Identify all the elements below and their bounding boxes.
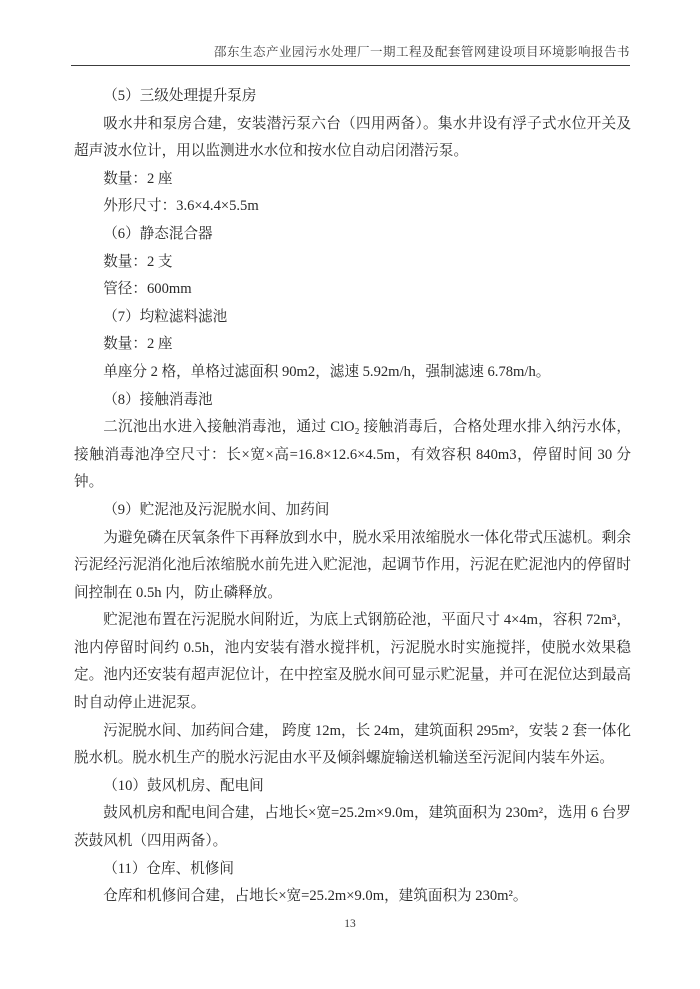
paragraph: 数量：2 座 (103, 336, 173, 353)
paragraph: 为避免磷在厌氧条件下再释放到水中，脱水采用浓缩脱水一体化带式压滤机。剩余污泥经污泥消化池后浓缩脱水前先进入贮泥池，起调节作用，污泥在贮泥池内的停留时间控制在 0.5h 内，防止磷释放。 (74, 529, 631, 601)
section-heading: （6）静态混合器 (103, 225, 213, 242)
page-header-title: 邵东生态产业园污水处理厂一期工程及配套管网建设项目环境影响报告书 (71, 42, 630, 66)
paragraph: 管径：600mm (103, 281, 192, 298)
paragraph: 二沉池出水进入接触消毒池，通过 ClO₂ 接触消毒后，合格处理水排入纳污水体，接触消毒池净空尺寸：长×宽×高=16.8×12.6×4.5m，有效容积 840m3，停留时间 30 分钟。 (74, 419, 631, 491)
paragraph: 外形尺寸：3.6×4.4×5.5m (103, 198, 259, 215)
paragraph: 贮泥池布置在污泥脱水间附近，为底上式钢筋砼池，平面尺寸 4×4m，容积 72m³，池内停留时间约 0.5h，池内安装有潜水搅拌机，污泥脱水时实施搅拌，使脱水效果稳定。池内还安装有超声泥位计，在中控室及脱水间可显示贮泥量，并可在泥位达到最高时自动停止进泥泵。 (74, 612, 631, 712)
paragraph: 仓库和机修间合建，占地长×宽=25.2m×9.0m，建筑面积为 230m²。 (103, 888, 528, 905)
page-number: 13 (344, 918, 356, 930)
section-heading: （8）接触消毒池 (103, 391, 213, 408)
paragraph: 吸水井和泵房合建，安装潜污泵六台（四用两备）。集水井设有浮子式水位开关及超声波水位计，用以监测进水水位和按水位自动启闭潜污泵。 (74, 115, 631, 160)
paragraph: 数量：2 座 (103, 170, 173, 187)
paragraph: 数量：2 支 (103, 253, 173, 270)
section-heading: （5）三级处理提升泵房 (103, 88, 257, 104)
document-body (74, 83, 631, 911)
section-heading: （7）均粒滤料滤池 (103, 308, 228, 325)
section-heading: （11）仓库、机修间 (103, 860, 234, 877)
paragraph: 污泥脱水间、加药间合建， 跨度 12m，长 24m，建筑面积 295m²，安装 2 套一体化脱水机。脱水机生产的脱水污泥由水平及倾斜螺旋输送机输送至污泥间内装车外运。 (74, 722, 631, 767)
section-heading: （10）鼓风机房、配电间 (103, 777, 264, 794)
section-heading: （9）贮泥池及污泥脱水间、加药间 (103, 501, 330, 518)
paragraph: 鼓风机房和配电间合建，占地长×宽=25.2m×9.0m，建筑面积为 230m²，选用 6 台罗茨鼓风机（四用两备）。 (74, 805, 631, 850)
paragraph: 单座分 2 格，单格过滤面积 90m2，滤速 5.92m/h，强制滤速 6.78m/h。 (103, 363, 551, 380)
